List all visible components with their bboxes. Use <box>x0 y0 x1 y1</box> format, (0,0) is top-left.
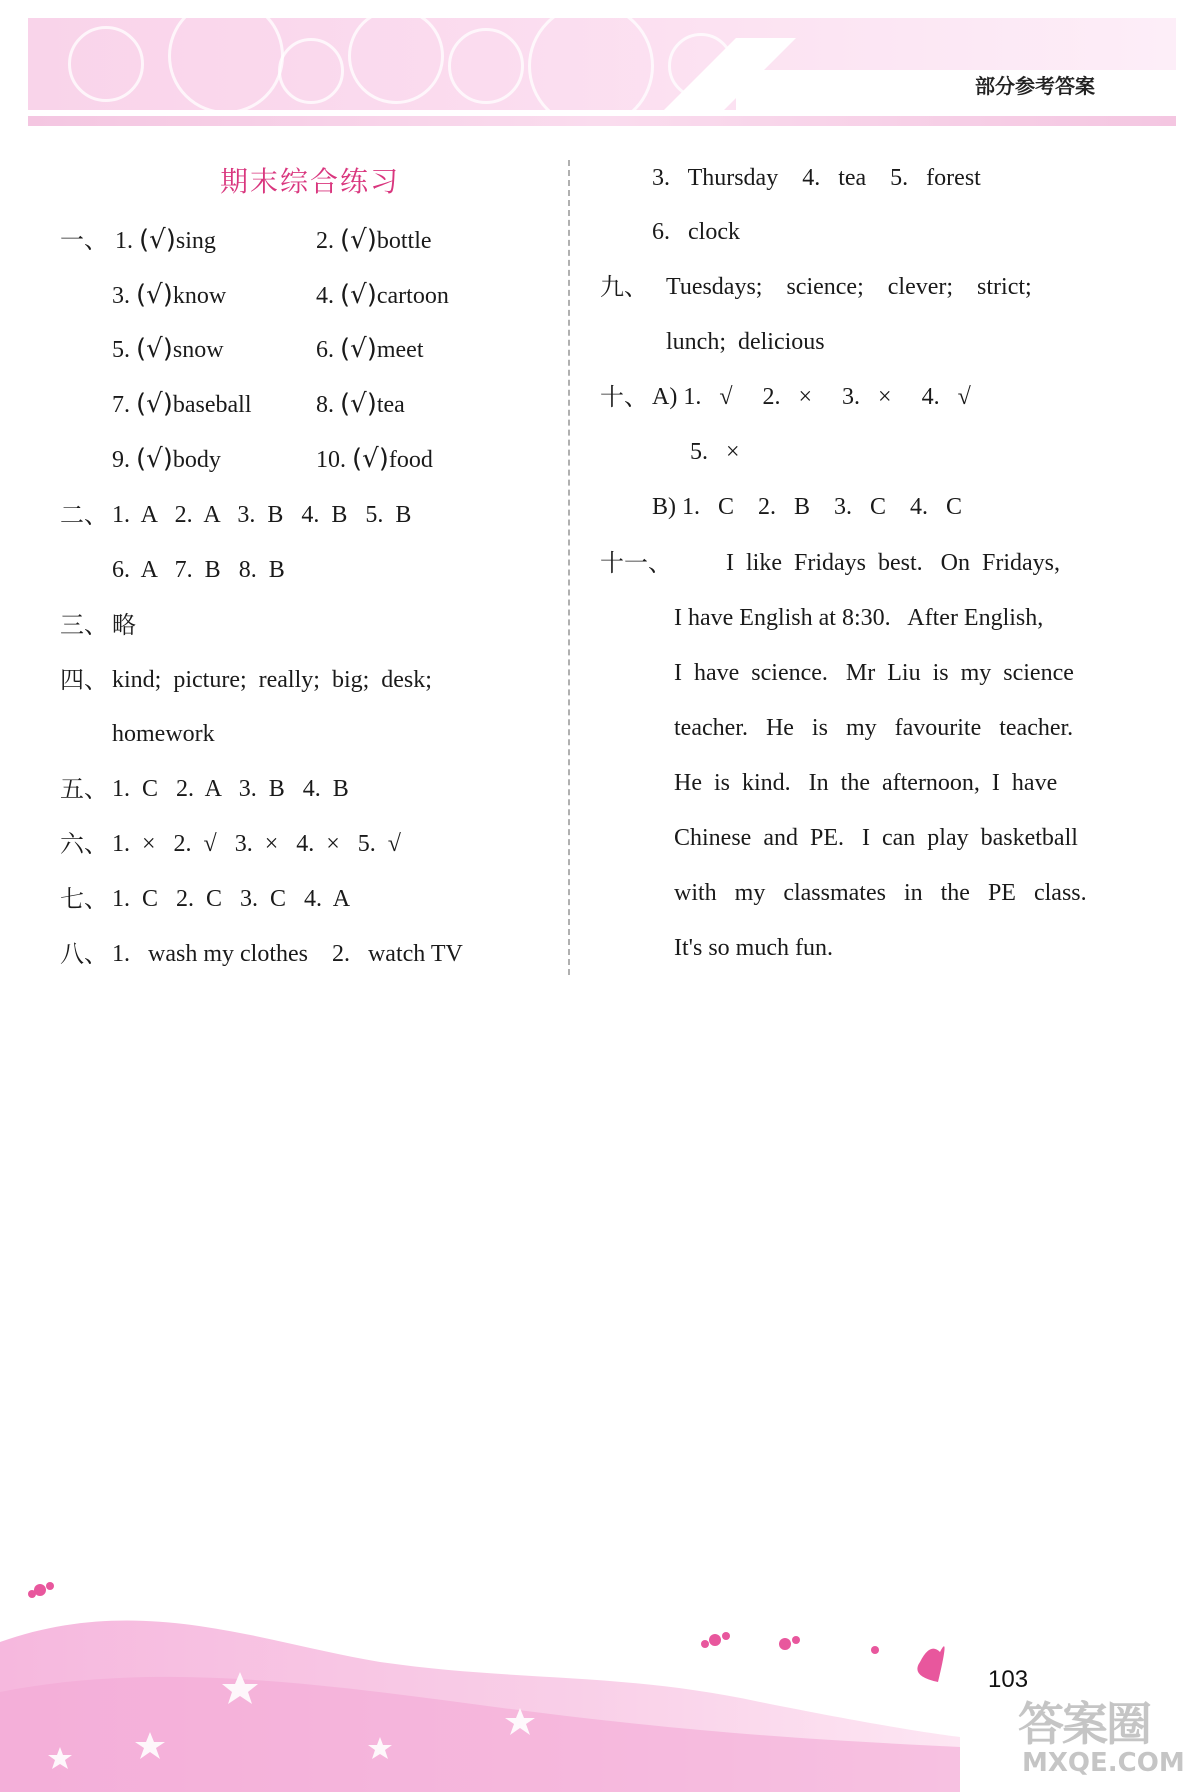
answer-item: 5. (√)snow <box>112 334 224 364</box>
header-divider <box>28 116 1176 126</box>
essay-line: teacher. He is my favourite teacher. <box>674 715 1074 741</box>
section-5-label: 五、 <box>60 775 108 803</box>
section-3-text: 略 <box>112 611 136 639</box>
essay-line: I like Fridays best. On Fridays, <box>726 550 1060 576</box>
section-7-text: 1. C 2. C 3. C 4. A <box>112 886 351 912</box>
answer-item: 2. (√)bottle <box>316 225 432 255</box>
section-9-line-1: Tuesdays; science; clever; strict; <box>666 274 1032 300</box>
section-10-a-line-1: A) 1. √ 2. × 3. × 4. √ <box>652 384 971 410</box>
section-1-label: 一、 <box>60 226 108 254</box>
section-10-label: 十、 <box>600 383 648 411</box>
section-2-label: 二、 <box>60 501 108 529</box>
section-10-a-line-2: 5. × <box>690 439 740 465</box>
section-10-b-line: B) 1. C 2. B 3. C 4. C <box>652 494 963 520</box>
answer-item: 7. (√)baseball <box>112 389 252 419</box>
section-8-label: 八、 <box>60 940 108 968</box>
section-4-line-2: homework <box>112 721 215 747</box>
section-8-cont-line-1: 3. Thursday 4. tea 5. forest <box>652 165 981 191</box>
section-7-label: 七、 <box>60 885 108 913</box>
answer-item: 4. (√)cartoon <box>316 280 449 310</box>
answer-item: 6. (√)meet <box>316 334 424 364</box>
essay-line: with my classmates in the PE class. <box>674 880 1087 906</box>
section-6-label: 六、 <box>60 830 108 858</box>
answer-item: 8. (√)tea <box>316 389 405 419</box>
essay-line: Chinese and PE. I can play basketball <box>674 825 1078 851</box>
essay-line: I have science. Mr Liu is my science <box>674 660 1074 686</box>
essay-line: I have English at 8:30. After English, <box>674 605 1044 631</box>
section-6-text: 1. × 2. √ 3. × 4. × 5. √ <box>112 831 401 857</box>
essay-line: It's so much fun. <box>674 935 833 961</box>
section-4-line-1: kind; picture; really; big; desk; <box>112 667 432 693</box>
essay-line: He is kind. In the afternoon, I have <box>674 770 1058 796</box>
section-11-label: 十一、 <box>600 549 672 577</box>
section-8-cont-line-2: 6. clock <box>652 219 740 245</box>
heart-icon <box>917 1646 944 1682</box>
footer-decoration <box>0 1532 1195 1792</box>
section-9-label: 九、 <box>600 273 648 301</box>
section-9-line-2: lunch; delicious <box>666 329 825 355</box>
header-title: 部分参考答案 <box>975 74 1095 98</box>
section-2-line-1: 1. A 2. A 3. B 4. B 5. B <box>112 502 412 528</box>
watermark-domain: MXQE.COM <box>1022 1748 1185 1778</box>
column-divider <box>568 160 570 975</box>
answer-item: 10. (√)food <box>316 444 433 474</box>
section-8-text: 1. wash my clothes 2. watch TV <box>112 941 463 967</box>
section-5-text: 1. C 2. A 3. B 4. B <box>112 776 349 802</box>
answer-item: 9. (√)body <box>112 444 221 474</box>
section-4-label: 四、 <box>60 666 108 694</box>
page-number: 103 <box>988 1666 1029 1693</box>
section-2-line-2: 6. A 7. B 8. B <box>112 557 285 583</box>
section-3-label: 三、 <box>60 611 108 639</box>
watermark-logo: 答案圈 <box>1018 1697 1150 1751</box>
answer-item: 1. (√)sing <box>115 225 216 255</box>
answer-item: 3. (√)know <box>112 280 227 310</box>
section-title: 期末综合练习 <box>219 165 400 198</box>
